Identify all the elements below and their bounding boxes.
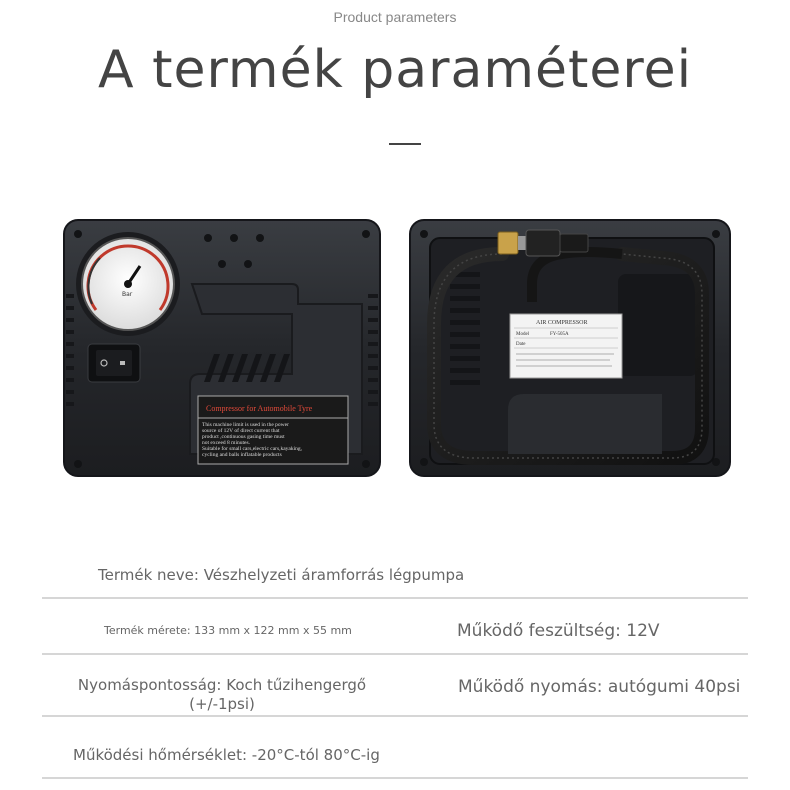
page-title: A termék paraméterei [97, 40, 693, 100]
hose-connector [498, 230, 588, 256]
compressor-back-view [410, 220, 730, 476]
pressure-gauge [76, 232, 180, 336]
front-label-line: not exceed 8 minutes. [202, 440, 250, 446]
spec-product-size: Termék mérete: 133 mm x 122 mm x 55 mm [104, 624, 352, 637]
spec-divider [42, 653, 748, 655]
back-info-label [510, 314, 622, 378]
front-label-line: This machine limit is used in the power [202, 422, 289, 428]
back-label-model-key: Model [516, 332, 530, 337]
spec-pressure-accuracy-line: (+/-1psi) [189, 695, 255, 713]
front-label-line: Suitable for small cars,electric cars,kayaking, [202, 446, 303, 452]
back-label-model-value: FY-505A [550, 332, 569, 337]
front-warning-label [198, 396, 348, 464]
spec-operating-pressure: Működő nyomás: autógumi 40psi [458, 677, 741, 697]
spec-product-name: Termék neve: Vészhelyzeti áramforrás légpumpa [98, 566, 465, 584]
back-label-title: AIR COMPRESSOR [536, 320, 588, 326]
front-label-line: product ,continuous gasing time must [202, 434, 285, 440]
spec-divider [42, 715, 748, 717]
spec-operating-voltage: Működő feszültség: 12V [457, 621, 660, 641]
title-divider [389, 143, 421, 145]
compressor-front-view [64, 220, 380, 476]
spec-pressure-accuracy-line: Nyomáspontosság: Koch tűzihengergő [77, 676, 367, 694]
spec-divider [42, 777, 748, 779]
spec-divider [42, 597, 748, 599]
product-photo [62, 214, 734, 484]
front-label-title: Compressor for Automobile Tyre [206, 404, 313, 413]
back-label-date-key: Date [516, 342, 526, 347]
gauge-unit-text: Bar [122, 291, 133, 298]
front-label-line: cycling and balls inflatable products [202, 452, 282, 458]
spec-pressure-accuracy [52, 676, 392, 714]
power-switch [88, 344, 140, 382]
front-label-line: source of 12V of direct current that [202, 428, 280, 434]
spec-operating-temperature: Működési hőmérséklet: -20°C-tól 80°C-ig [73, 746, 380, 764]
page-subtitle: Product parameters [333, 9, 457, 25]
